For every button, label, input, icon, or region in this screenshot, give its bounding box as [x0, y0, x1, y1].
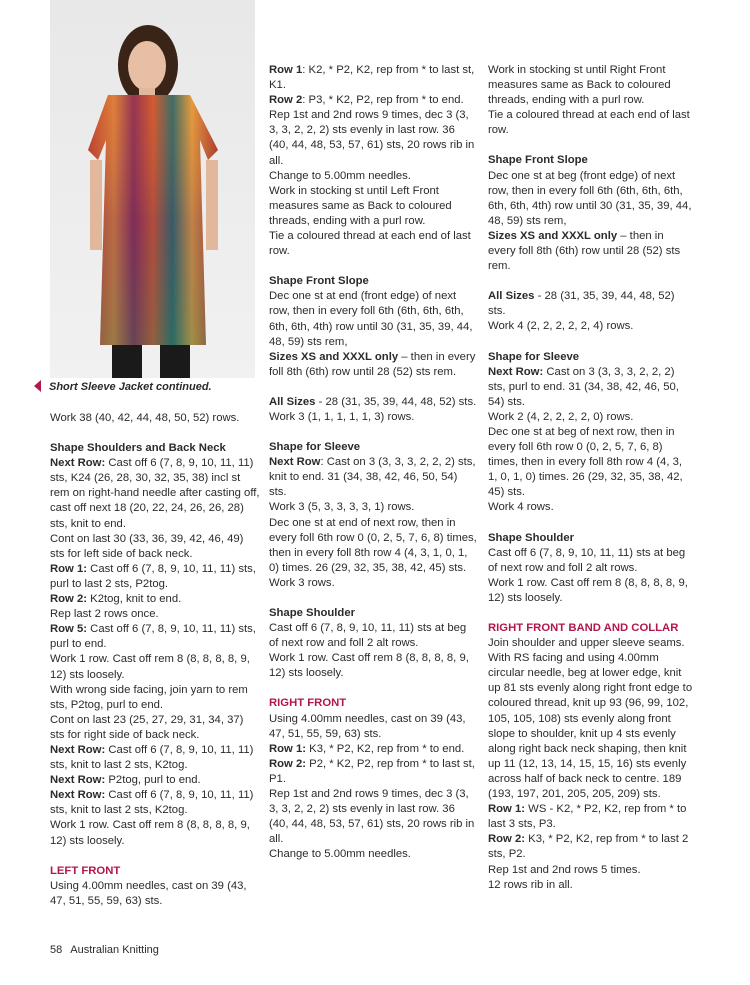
instruction-paragraph: Work 3 rows.	[269, 576, 335, 589]
instruction-text: P2, * K2, P2, rep from * to last st, P1.	[269, 757, 475, 785]
instruction-label: Next Row:	[488, 365, 544, 378]
instruction-paragraph	[488, 289, 693, 319]
spacer	[269, 425, 477, 440]
instruction-paragraph: Work 1 row. Cast off rem 8 (8, 8, 8, 8, 9, 12) sts loosely.	[50, 819, 250, 847]
instruction-paragraph: With wrong side facing, join yarn to rem sts, P2tog, purl to end.	[50, 683, 248, 711]
instruction-paragraph: Work 2 (4, 2, 2, 2, 2, 0) rows.	[488, 410, 634, 423]
section-title: LEFT FRONT	[50, 864, 121, 877]
instruction-text: : K2, * P2, K2, rep from * to last st, K1.	[269, 64, 475, 92]
instruction-text: – then in every foll 8th (6th) row until 28 (52) sts rem.	[269, 350, 476, 378]
instruction-text: K3, * P2, K2, rep from * to end.	[306, 742, 465, 755]
instruction-label: Row 1:	[269, 742, 307, 755]
instruction-paragraph	[50, 592, 260, 607]
instruction-paragraph: Dec one st at end of next row, then in every foll 6th row 0 (0, 2, 5, 7, 6, 8) times, then in every foll 8th row 4 (4, 3, 1, 0, 1, 0) times. 26 (29, 32, 35, 38, 42, 45) sts.	[269, 516, 477, 574]
instruction-paragraph	[50, 456, 260, 531]
column-2	[269, 63, 477, 863]
instruction-paragraph: Work 4 rows.	[488, 501, 554, 514]
spacer	[488, 335, 693, 350]
instruction-paragraph	[50, 743, 260, 773]
instruction-paragraph: Change to 5.00mm needles.	[269, 848, 411, 861]
instruction-paragraph	[488, 832, 693, 862]
instruction-paragraph	[488, 802, 693, 832]
instruction-paragraph	[269, 742, 477, 757]
page-number: 58	[50, 944, 63, 956]
section-title: RIGHT FRONT BAND AND COLLAR	[488, 622, 679, 634]
instruction-paragraph: Join shoulder and upper sleeve seams. With RS facing and using 4.00mm circular needle, beg at lower edge, knit up 81 sts evenly along right front edge to coloured thread, knit up 93 (96, 99, 102, 105, 105, 108) sts evenly along front slope to shoulder, knit up 4 sts evenly along right back neck shaping, then knit up 11 (12, 13, 14, 15, 15, 16) sts evenly across half of back neck to centre. 189 (193, 197, 201, 205, 205, 209) sts.	[488, 637, 693, 801]
instruction-paragraph	[488, 229, 693, 274]
instruction-text: – then in every foll 8th (6th) row until 28 (52) sts rem.	[488, 229, 681, 273]
section-heading: Shape for Sleeve	[488, 350, 580, 363]
spacer	[269, 591, 477, 606]
spacer	[488, 138, 693, 153]
instruction-text: Cast off 6 (7, 8, 9, 10, 11, 11) sts, knit to last 2 sts, K2tog.	[50, 743, 254, 772]
instruction-paragraph: Work 3 (5, 3, 3, 3, 3, 1) rows.	[269, 501, 415, 514]
instruction-text: Cast on 3 (3, 3, 3, 2, 2, 2) sts, purl to end. 31 (34, 38, 42, 46, 50, 54) sts.	[488, 365, 679, 408]
instruction-label: Row 2:	[488, 833, 526, 846]
instruction-paragraph: Rep 1st and 2nd rows 9 times, dec 3 (3, 3, 3, 2, 2, 2) sts evenly in last row. 36 (40, 44, 48, 53, 57, 61) sts, 20 rows rib in all.	[269, 109, 475, 167]
instruction-paragraph: Work 1 row. Cast off rem 8 (8, 8, 8, 8, 9, 12) sts loosely.	[269, 652, 469, 680]
instruction-text: Cast off 6 (7, 8, 9, 10, 11, 11) sts, purl to end.	[50, 623, 256, 651]
instruction-label: Sizes XS and XXXL only	[488, 229, 618, 242]
instruction-label: All Sizes	[269, 395, 316, 408]
model-photo	[50, 0, 255, 378]
instruction-paragraph: Dec one st at beg (front edge) of next row, then in every foll 6th (6th, 6th, 6th, 6th, 6th, 4th) row until 30 (31, 35, 39, 44, 48, 59) sts rem,	[488, 169, 692, 227]
instruction-paragraph	[269, 757, 477, 787]
instruction-paragraph: Rep 1st and 2nd rows 9 times, dec 3 (3, 3, 3, 2, 2, 2) sts evenly in last row. 36 (40, 44, 48, 53, 57, 61) sts, 20 rows rib in all.	[269, 788, 475, 846]
instruction-text: Cast off 6 (7, 8, 9, 10, 11, 11) sts, K24 (26, 28, 30, 32, 35, 38) incl st rem on right-hand needle after casting off, cast off next 18 (20, 22, 24, 26, 26, 28) sts, knit to end.	[50, 457, 260, 530]
instruction-paragraph	[488, 365, 693, 410]
instruction-paragraph: Using 4.00mm needles, cast on 39 (43, 47, 51, 55, 59, 63) sts.	[50, 879, 247, 907]
instruction-paragraph: Dec one st at beg of next row, then in every foll 6th row 0 (0, 2, 5, 7, 6, 8) times, then in every foll 8th row 4 (4, 3, 1, 0, 1, 0) times. 26 (29, 32, 35, 38, 42, 45) sts.	[488, 425, 683, 499]
column-1	[50, 411, 260, 909]
instruction-label: Row 1	[269, 64, 303, 76]
instruction-label: All Sizes	[488, 290, 535, 303]
instruction-label: Row 2	[269, 94, 303, 107]
instruction-paragraph: Work in stocking st until Right Front measures same as Back to coloured threads, ending with a purl row.	[488, 64, 671, 107]
instruction-paragraph	[269, 455, 477, 500]
instruction-paragraph: Cont on last 30 (33, 36, 39, 42, 46, 49) sts for left side of back neck.	[50, 532, 244, 560]
instruction-paragraph: Work 3 (1, 1, 1, 1, 1, 3) rows.	[269, 410, 415, 423]
instruction-text: Cast off 6 (7, 8, 9, 10, 11, 11) sts, purl to last 2 sts, P2tog.	[50, 562, 256, 590]
section-heading: Shape Front Slope	[488, 154, 588, 167]
instruction-text: K2tog, knit to end.	[87, 593, 182, 606]
instruction-paragraph	[269, 395, 477, 410]
instruction-label: Next Row	[269, 456, 321, 469]
spacer	[488, 274, 693, 289]
instruction-label: Sizes XS and XXXL only	[269, 350, 399, 363]
instruction-label: Row 5:	[50, 623, 88, 636]
instruction-paragraph	[50, 562, 260, 592]
instruction-label: Row 2:	[269, 757, 307, 770]
instruction-paragraph: Change to 5.00mm needles.	[269, 169, 411, 182]
instruction-paragraph: Cont on last 23 (25, 27, 29, 31, 34, 37) sts for right side of back neck.	[50, 713, 244, 741]
spacer	[269, 681, 477, 696]
instruction-paragraph	[269, 93, 477, 108]
instruction-paragraph: Work 4 (2, 2, 2, 2, 2, 4) rows.	[488, 320, 634, 333]
instruction-paragraph: Work 38 (40, 42, 44, 48, 50, 52) rows.	[50, 412, 240, 424]
instruction-text: : P3, * K2, P2, rep from * to end.	[302, 94, 464, 107]
page-footer	[50, 943, 159, 958]
column-3	[488, 63, 693, 893]
instruction-paragraph: Rep last 2 rows once.	[50, 608, 159, 621]
section-title: RIGHT FRONT	[269, 697, 347, 710]
instruction-text: P2tog, purl to end.	[105, 774, 201, 787]
instruction-text: - 28 (31, 35, 39, 44, 48, 52) sts.	[315, 395, 477, 408]
caption-arrow-icon	[34, 380, 41, 392]
spacer	[50, 426, 260, 441]
instruction-paragraph: Tie a coloured thread at each end of last row.	[488, 109, 690, 137]
instruction-paragraph: Tie a coloured thread at each end of last row.	[269, 230, 471, 258]
instruction-paragraph: Dec one st at end (front edge) of next row, then in every foll 6th (6th, 6th, 6th, 6th, 6th, 4th) row until 30 (31, 35, 39, 44, 48, 59) sts rem,	[269, 290, 473, 348]
section-heading: Shape for Sleeve	[269, 441, 361, 454]
photo-caption: Short Sleeve Jacket continued.	[34, 380, 264, 395]
instruction-label: Next Row:	[50, 774, 106, 787]
spacer	[269, 380, 477, 395]
section-heading: Shape Shoulder	[488, 531, 574, 544]
instruction-paragraph: Work in stocking st until Left Front measures same as Back to coloured threads, ending with a purl row.	[269, 184, 452, 227]
instruction-paragraph: Work 1 row. Cast off rem 8 (8, 8, 8, 8, 9, 12) sts loosely.	[50, 653, 250, 681]
magazine-name: Australian Knitting	[70, 944, 159, 956]
instruction-label: Row 1:	[50, 562, 88, 575]
instruction-paragraph: Using 4.00mm needles, cast on 39 (43, 47, 51, 55, 59, 63) sts.	[269, 712, 466, 740]
instruction-paragraph	[50, 788, 260, 818]
instruction-text: Cast off 6 (7, 8, 9, 10, 11, 11) sts, knit to last 2 sts, K2tog.	[50, 789, 254, 817]
instruction-paragraph	[269, 350, 477, 380]
instruction-text: : Cast on 3 (3, 3, 3, 2, 2, 2) sts, knit to end. 31 (34, 38, 42, 46, 50, 54) sts.	[269, 456, 476, 499]
spacer	[50, 849, 260, 864]
instruction-label: Row 2:	[50, 593, 88, 606]
section-heading: Shape Shoulder	[269, 607, 355, 619]
instruction-paragraph: Rep 1st and 2nd rows 5 times.	[488, 863, 641, 876]
instruction-paragraph: 12 rows rib in all.	[488, 878, 573, 891]
instruction-text: K3, * P2, K2, rep from * to last 2 sts, P2.	[488, 833, 689, 861]
instruction-paragraph	[269, 63, 477, 93]
instruction-label: Next Row:	[50, 743, 106, 756]
spacer	[269, 259, 477, 274]
jacket-illustration	[50, 0, 255, 378]
instruction-label: Next Row:	[50, 789, 106, 802]
instruction-paragraph	[50, 622, 260, 652]
instruction-paragraph: Cast off 6 (7, 8, 9, 10, 11, 11) sts at beg of next row and foll 2 alt rows.	[269, 622, 467, 650]
spacer	[488, 516, 693, 531]
instruction-paragraph	[50, 773, 260, 788]
instruction-paragraph: Cast off 6 (7, 8, 9, 10, 11, 11) sts at beg of next row and foll 2 alt rows.	[488, 546, 686, 574]
section-heading: Shape Front Slope	[269, 275, 369, 288]
instruction-paragraph: Work 1 row. Cast off rem 8 (8, 8, 8, 8, 9, 12) sts loosely.	[488, 576, 688, 604]
instruction-label: Row 1:	[488, 803, 526, 816]
spacer	[488, 606, 693, 621]
instruction-label: Next Row:	[50, 457, 106, 470]
instruction-text: WS - K2, * P2, K2, rep from * to last 3 sts, P3.	[488, 803, 687, 831]
section-heading: Shape Shoulders and Back Neck	[50, 442, 226, 455]
instruction-text: - 28 (31, 35, 39, 44, 48, 52) sts.	[488, 290, 675, 318]
